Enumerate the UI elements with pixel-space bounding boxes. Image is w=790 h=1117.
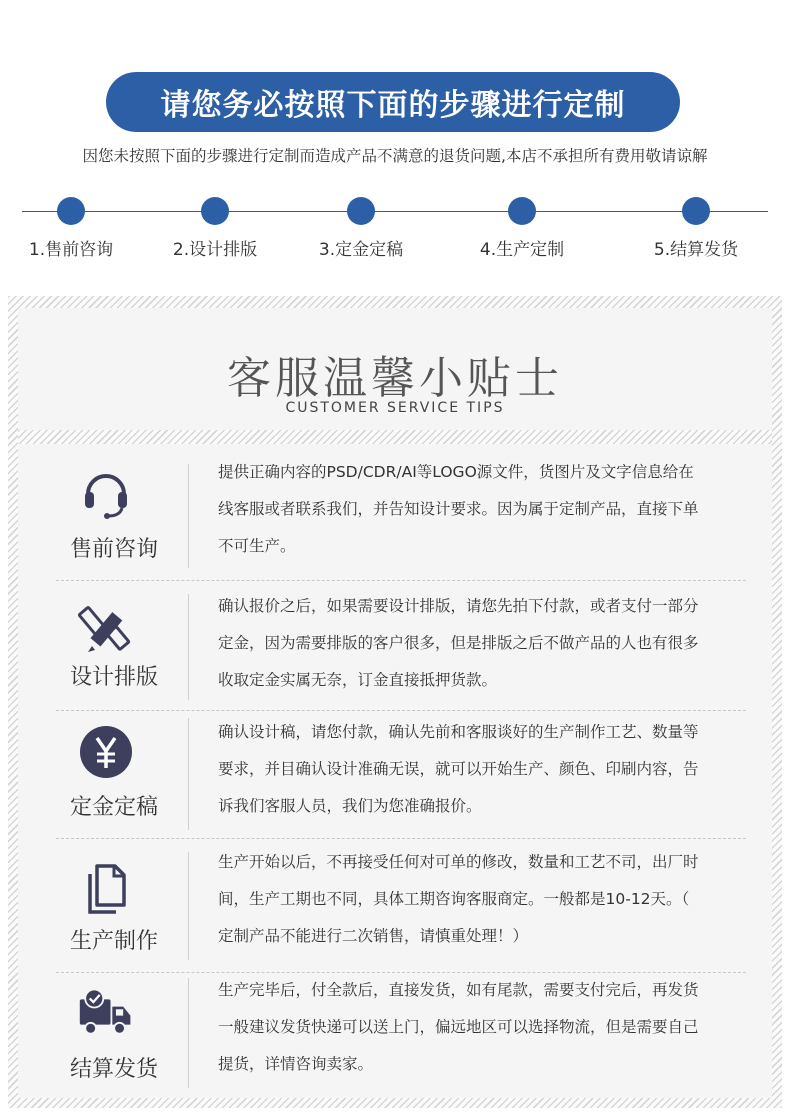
tip-name: 售前咨询 xyxy=(69,537,158,562)
tip-line: 间，生产工期也不同，具体工期咨询客服商定。一般都是10-12天。（ xyxy=(218,890,690,908)
documents-icon xyxy=(78,860,134,916)
step-dot-3 xyxy=(347,197,375,225)
step-dot-5 xyxy=(682,197,710,225)
tips-panel xyxy=(8,296,782,1108)
tip-line: 定金，因为需要排版的客户很多，但是排版之后不做产品的人也有很多 xyxy=(218,634,699,652)
tip-line: 确认报价之后，如果需要设计排版，请您先拍下付款，或者支付一部分 xyxy=(218,597,699,615)
step-dot-1 xyxy=(57,197,85,225)
tip-line: 提货，详情咨询卖家。 xyxy=(218,1055,374,1073)
tip-line: 一般建议发货快递可以送上门，偏远地区可以选择物流，但是需要自己 xyxy=(218,1018,699,1036)
disclaimer-text: 因您未按照下面的步骤进行定制而造成产品不满意的退货问题,本店不承担所有费用敬请谅解 xyxy=(82,147,708,165)
step-label-5: 5.结算发货 xyxy=(653,240,739,260)
tip-text xyxy=(218,844,758,955)
tip-line: 定制产品不能进行二次销售，请慎重处理！） xyxy=(218,927,529,945)
timeline-line xyxy=(22,211,768,212)
tip-text xyxy=(218,454,758,565)
row-separator xyxy=(188,978,189,1088)
tip-row-consult xyxy=(18,444,772,580)
tip-text xyxy=(218,714,758,825)
tip-row-design xyxy=(18,580,772,710)
tip-line: 生产开始以后，不再接受任何对可单的修改，数量和工艺不司，出厂时 xyxy=(218,853,699,871)
tip-line: 要求，并目确认设计准确无误，就可以开始生产、颜色、印刷内容，告 xyxy=(218,760,699,778)
yen-coin-icon xyxy=(78,724,134,780)
tip-name: 生产制作 xyxy=(69,929,158,954)
banner-title: 请您务必按照下面的步骤进行定制 xyxy=(160,88,626,123)
design-pencil-icon xyxy=(78,600,134,656)
step-label-2: 2.设计排版 xyxy=(172,240,258,260)
tip-text xyxy=(218,972,758,1083)
headset-icon xyxy=(78,464,134,520)
step-dot-2 xyxy=(201,197,229,225)
step-label-4: 4.生产定制 xyxy=(479,240,565,260)
tip-line: 生产完毕后，付全款后，直接发货，如有尾款，需要支付完后，再发货 xyxy=(218,981,699,999)
delivery-truck-icon xyxy=(78,984,134,1040)
step-label-3: 3.定金定稿 xyxy=(318,240,404,260)
tips-title: 客服温馨小贴士 xyxy=(227,353,563,404)
row-separator xyxy=(188,464,189,568)
step-dot-4 xyxy=(508,197,536,225)
tip-row-deposit xyxy=(18,710,772,838)
tip-line: 不可生产。 xyxy=(218,537,296,555)
step-label-1: 1.售前咨询 xyxy=(28,240,114,260)
tip-name: 结算发货 xyxy=(69,1057,158,1082)
row-separator xyxy=(188,594,189,700)
header-banner xyxy=(106,72,680,132)
tip-row-production xyxy=(18,838,772,972)
tip-text xyxy=(218,588,758,699)
tips-separator xyxy=(18,430,772,444)
tip-line: 线客服或者联系我们，并告知设计要求。因为属于定制产品，直接下单 xyxy=(218,500,699,518)
tip-name: 定金定稿 xyxy=(69,795,158,820)
tip-line: 确认设计稿，请您付款，确认先前和客服谈好的生产制作工艺、数量等 xyxy=(218,723,699,741)
row-separator xyxy=(188,852,189,960)
tip-line: 收取定金实属无奈，订金直接抵押货款。 xyxy=(218,671,498,689)
tip-name: 设计排版 xyxy=(69,665,158,690)
tips-subtitle: CUSTOMER SERVICE TIPS xyxy=(285,400,505,416)
row-separator xyxy=(188,718,189,830)
tip-line: 诉我们客服人员，我们为您准确报价。 xyxy=(218,797,482,815)
tip-row-delivery xyxy=(18,972,772,1098)
tips-panel-inner xyxy=(18,308,772,1098)
tip-line: 提供正确内容的PSD/CDR/AI等LOGO源文件，货图片及文字信息给在 xyxy=(218,463,694,481)
